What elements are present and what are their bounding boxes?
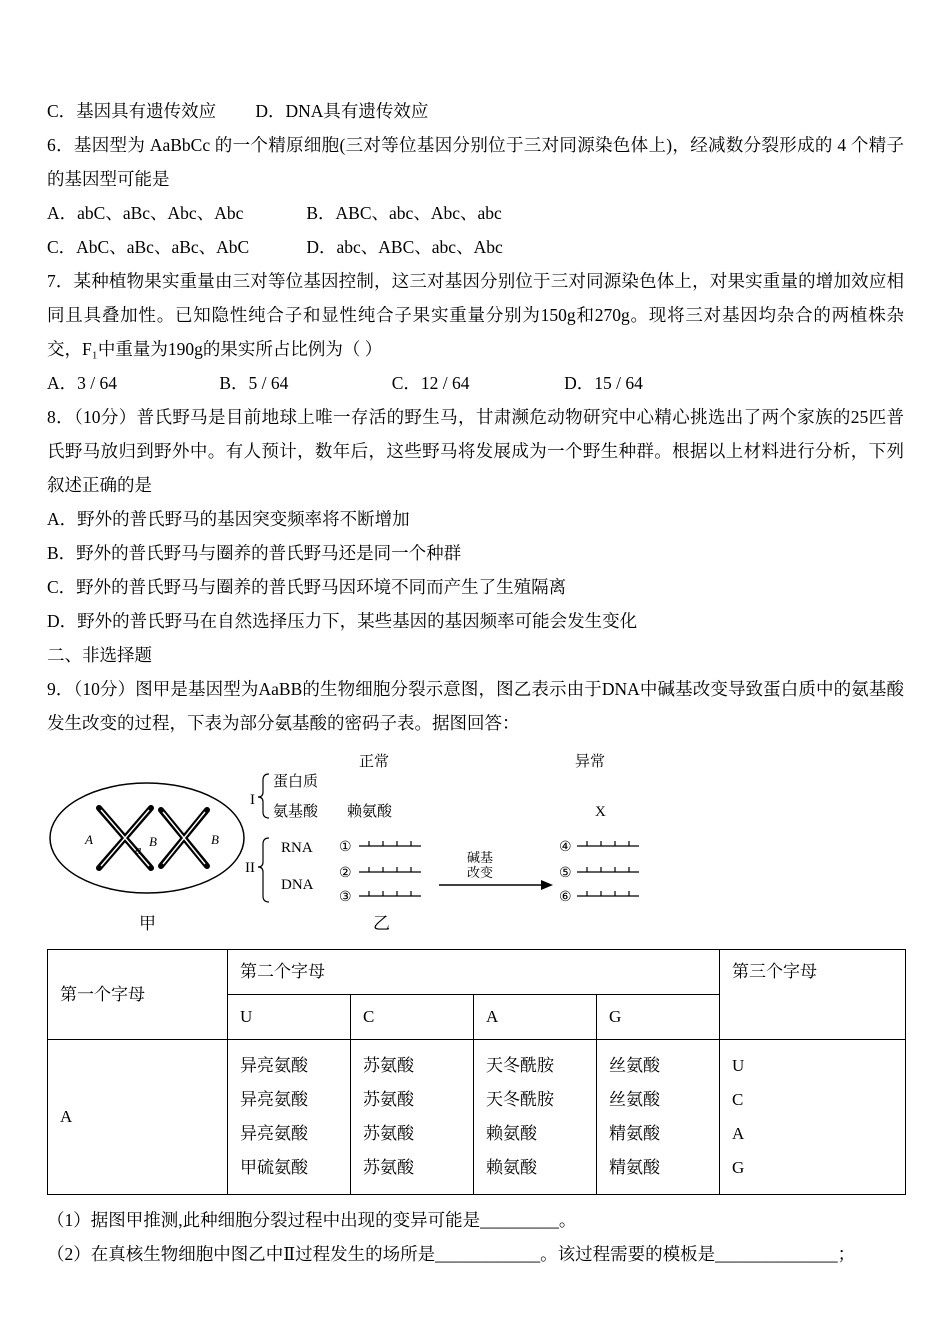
abnormal-amino-acid-x: X (595, 804, 606, 820)
codon-value: 精氨酸 (609, 1158, 660, 1177)
codon-value: 赖氨酸 (486, 1158, 537, 1177)
col-C-cell (351, 1040, 474, 1195)
figure-jia-label: 甲 (139, 914, 156, 933)
blank-4 (577, 841, 639, 846)
allele-label-A: A (85, 832, 93, 847)
codon-value: 甲硫氨酸 (240, 1158, 308, 1177)
circled-2: ② (339, 866, 352, 881)
dna-label: DNA (281, 877, 314, 893)
q5-option-d: D．DNA具有遗传效应 (255, 101, 429, 121)
q5-option-c: C．基因具有遗传效应 (47, 101, 217, 121)
q9-stem: 9．（10分）图甲是基因型为AaBB的生物细胞分裂示意图，图乙表示由于DNA中碱基改变导致蛋白质中的氨基酸发生改变的过程，下表为部分氨基酸的密码子表。据图回答： (47, 679, 904, 733)
q8-option-d: D．野外的普氏野马在自然选择压力下，某些基因的基因频率可能会发生变化 (47, 611, 638, 631)
cell-diagram (50, 783, 244, 933)
q5-options-row (47, 94, 904, 128)
allele-label-B2: B (211, 832, 219, 847)
q6-option-b: B．ABC、abc、Abc、abc (306, 203, 502, 223)
q6-options-row-1 (47, 196, 904, 230)
third-letter-value: U (732, 1056, 745, 1075)
codon-value: 天冬酰胺 (486, 1090, 554, 1109)
protein-label: 蛋白质 (273, 774, 319, 790)
codon-table (47, 949, 906, 1195)
codon-value: 丝氨酸 (609, 1056, 660, 1075)
circled-5: ⑤ (559, 866, 572, 881)
blank-3 (359, 891, 421, 896)
figure-jia-yi (47, 746, 904, 939)
circled-1: ① (339, 840, 352, 855)
codon-value: 赖氨酸 (486, 1124, 537, 1143)
allele-label-a: a (135, 842, 142, 857)
base-change-text-1: 碱基 (467, 850, 494, 865)
q8-option-c: C．野外的普氏野马与圈养的普氏野马因环境不同而产生了生殖隔离 (47, 577, 567, 597)
q8-option-a: A．野外的普氏野马的基因突变频率将不断增加 (47, 509, 410, 529)
normal-column-header: 正常 (359, 754, 390, 770)
q6-option-d: D．abc、ABC、abc、Abc (306, 237, 503, 257)
q7-option-c: C．12 / 64 (391, 373, 470, 393)
allele-label-B1: B (149, 834, 157, 849)
abnormal-column-header: 异常 (575, 754, 606, 770)
col-third-cell (720, 1040, 906, 1195)
codon-value: 精氨酸 (609, 1124, 660, 1143)
brace-II (258, 838, 269, 902)
normal-amino-acid: 赖氨酸 (347, 804, 393, 820)
codon-value: 苏氨酸 (363, 1056, 414, 1075)
third-letter-value: C (732, 1090, 744, 1109)
q9-sub-question-1: （1）据图甲推测,此种细胞分裂过程中出现的变异可能是_________。 (47, 1210, 577, 1230)
circled-4: ④ (559, 840, 572, 855)
q7-option-b: B．5 / 64 (219, 373, 289, 393)
codon-value: 丝氨酸 (609, 1090, 660, 1109)
q7-option-d: D．15 / 64 (564, 373, 643, 393)
q8-stem: 8．（10分）普氏野马是目前地球上唯一存活的野生马，甘肃濒危动物研究中心精心挑选出了两个家族的25匹普氏野马放归到野外中。有人预计，数年后，这些野马将发展成为一个野生种群。根据以上材料进行分析，下列叙述正确的是 (47, 407, 904, 495)
sub-header-C: C (351, 995, 474, 1040)
base-change-text-2: 改变 (467, 865, 494, 880)
figure-yi-label: 乙 (373, 914, 390, 933)
codon-table-header-row-1 (48, 950, 906, 995)
codon-value: 苏氨酸 (363, 1124, 414, 1143)
q6-options-row-2 (47, 230, 904, 264)
col-U-cell (228, 1040, 351, 1195)
codon-table-body-row (48, 1040, 906, 1195)
blank-6 (577, 891, 639, 896)
q7-stem: 7．某种植物果实重量由三对等位基因控制，这三对基因分别位于三对同源染色体上，对果实重量的增加效应相同且具叠加性。已知隐性纯合子和显性纯合子果实重量分别为150g和270g。现将三对基因均杂合的两植株杂交，F₁中重量为190g的果实所占比例为（ ） (47, 271, 904, 359)
circled-6: ⑥ (559, 890, 572, 905)
codon-value: 异亮氨酸 (240, 1056, 308, 1075)
third-letter-value: A (732, 1124, 745, 1143)
col-A-cell (474, 1040, 597, 1195)
q6-stem: 6．基因型为 AaBbCc 的一个精原细胞(三对等位基因分别位于三对同源染色体上)，经减数分裂形成的 4 个精子的基因型可能是 (47, 135, 904, 189)
rna-label: RNA (281, 840, 313, 856)
process-II-label: II (245, 860, 255, 876)
blank-1 (359, 841, 421, 846)
amino-acid-label: 氨基酸 (273, 804, 319, 820)
cell-and-mutation-diagram (47, 746, 667, 934)
sub-header-A: A (474, 995, 597, 1040)
sub-header-G: G (597, 995, 720, 1040)
section-2-title: 二、非选择题 (47, 645, 152, 665)
q6-option-a: A．abC、aBc、Abc、Abc (47, 203, 244, 223)
codon-value: 苏氨酸 (363, 1158, 414, 1177)
process-I-label: I (250, 792, 255, 808)
row-label-A: A (48, 1040, 228, 1195)
first-letter-header: 第一个字母 (48, 950, 228, 1040)
codon-value: 苏氨酸 (363, 1090, 414, 1109)
circled-3: ③ (339, 890, 352, 905)
brace-I (258, 774, 269, 818)
col-G-cell (597, 1040, 720, 1195)
blank-5 (577, 867, 639, 872)
third-letter-value: G (732, 1158, 745, 1177)
sub-header-U: U (228, 995, 351, 1040)
mutation-process-diagram (245, 753, 639, 933)
q7-options-row (47, 366, 904, 400)
third-letter-header: 第三个字母 (720, 950, 906, 1040)
q7-option-a: A．3 / 64 (47, 373, 117, 393)
q6-option-c: C．AbC、aBc、aBc、AbC (47, 237, 250, 257)
base-change-arrow-head (541, 880, 553, 890)
second-letter-header: 第二个字母 (228, 950, 720, 995)
codon-value: 天冬酰胺 (486, 1056, 554, 1075)
q9-sub-question-2: （2）在真核生物细胞中图乙中Ⅱ过程发生的场所是____________。该过程需要的模板是______________； (47, 1244, 856, 1264)
codon-value: 异亮氨酸 (240, 1090, 308, 1109)
q8-option-b: B．野外的普氏野马与圈养的普氏野马还是同一个种群 (47, 543, 462, 563)
codon-value: 异亮氨酸 (240, 1124, 308, 1143)
blank-2 (359, 867, 421, 872)
